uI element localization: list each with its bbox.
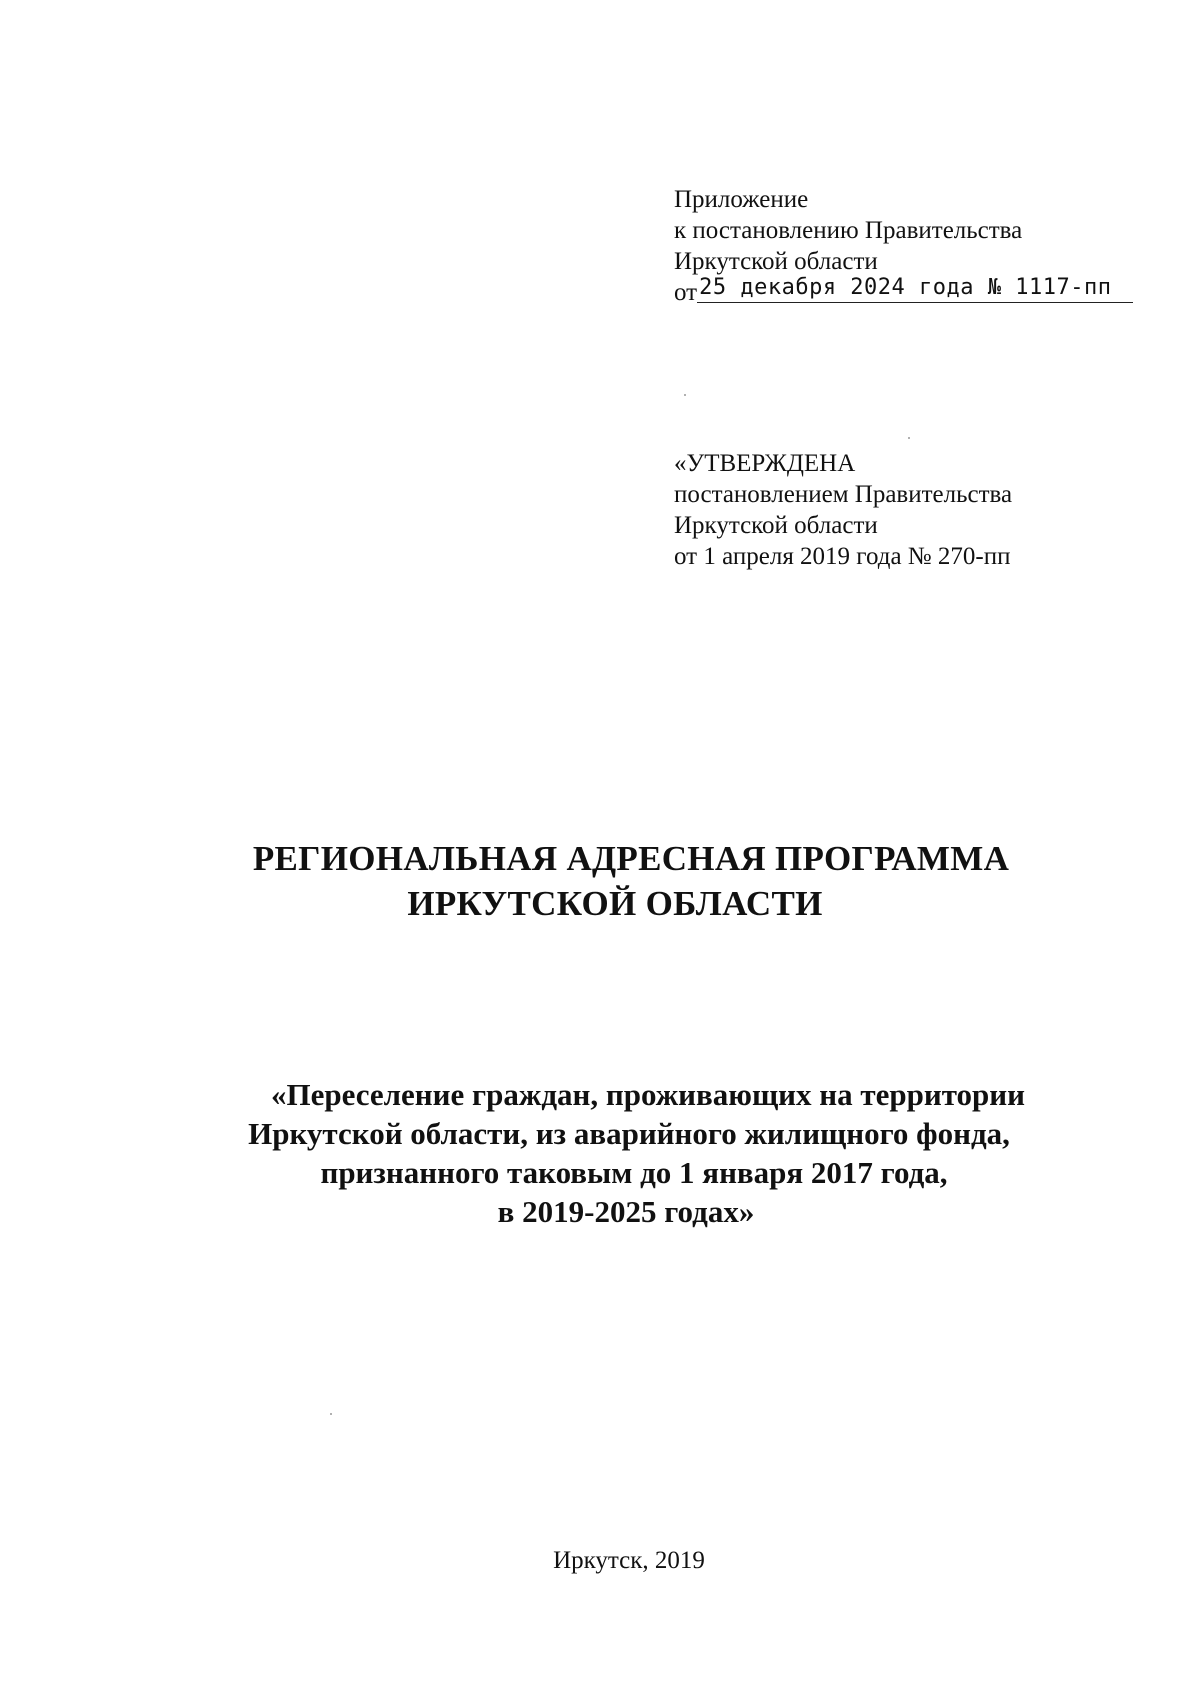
title-line-1: РЕГИОНАЛЬНАЯ АДРЕСНАЯ ПРОГРАММА — [252, 839, 1010, 878]
appendix-block — [674, 184, 1154, 309]
subtitle-line-4: в 2019-2025 годах» — [497, 1194, 755, 1229]
approved-date-line: от 1 апреля 2019 года № 270-пп — [674, 543, 1011, 570]
approved-resolution-line: постановлением Правительства — [674, 481, 1013, 508]
approved-region-line: Иркутской области — [674, 512, 878, 539]
subtitle-line-3: признанного таковым до 1 января 2017 года, — [320, 1155, 948, 1190]
subtitle-line-1: «Переселение граждан, проживающих на территории — [271, 1077, 1025, 1112]
approved-block — [674, 448, 1154, 572]
appendix-resolution-line: к постановлению Правительства — [674, 217, 1023, 244]
appendix-date-prefix: от — [674, 279, 698, 306]
scan-artifact-dot — [908, 437, 910, 439]
scan-artifact-dot — [684, 394, 686, 396]
footer-place-year: Иркутск, 2019 — [553, 1547, 705, 1574]
appendix-region-line: Иркутской области — [674, 248, 878, 275]
appendix-date-line — [674, 277, 1154, 309]
appendix-date-value: 25 декабря 2024 года № 1117-пп — [697, 274, 1133, 303]
program-subtitle — [0, 1075, 1200, 1231]
approved-heading: «УТВЕРЖДЕНА — [674, 450, 856, 477]
title-line-2: ИРКУТСКОЙ ОБЛАСТИ — [407, 884, 823, 923]
scan-artifact-dot — [330, 1413, 332, 1415]
page-title — [0, 836, 1200, 926]
appendix-heading: Приложение — [674, 186, 809, 213]
subtitle-line-2: Иркутской области, из аварийного жилищного фонда, — [248, 1116, 1010, 1151]
